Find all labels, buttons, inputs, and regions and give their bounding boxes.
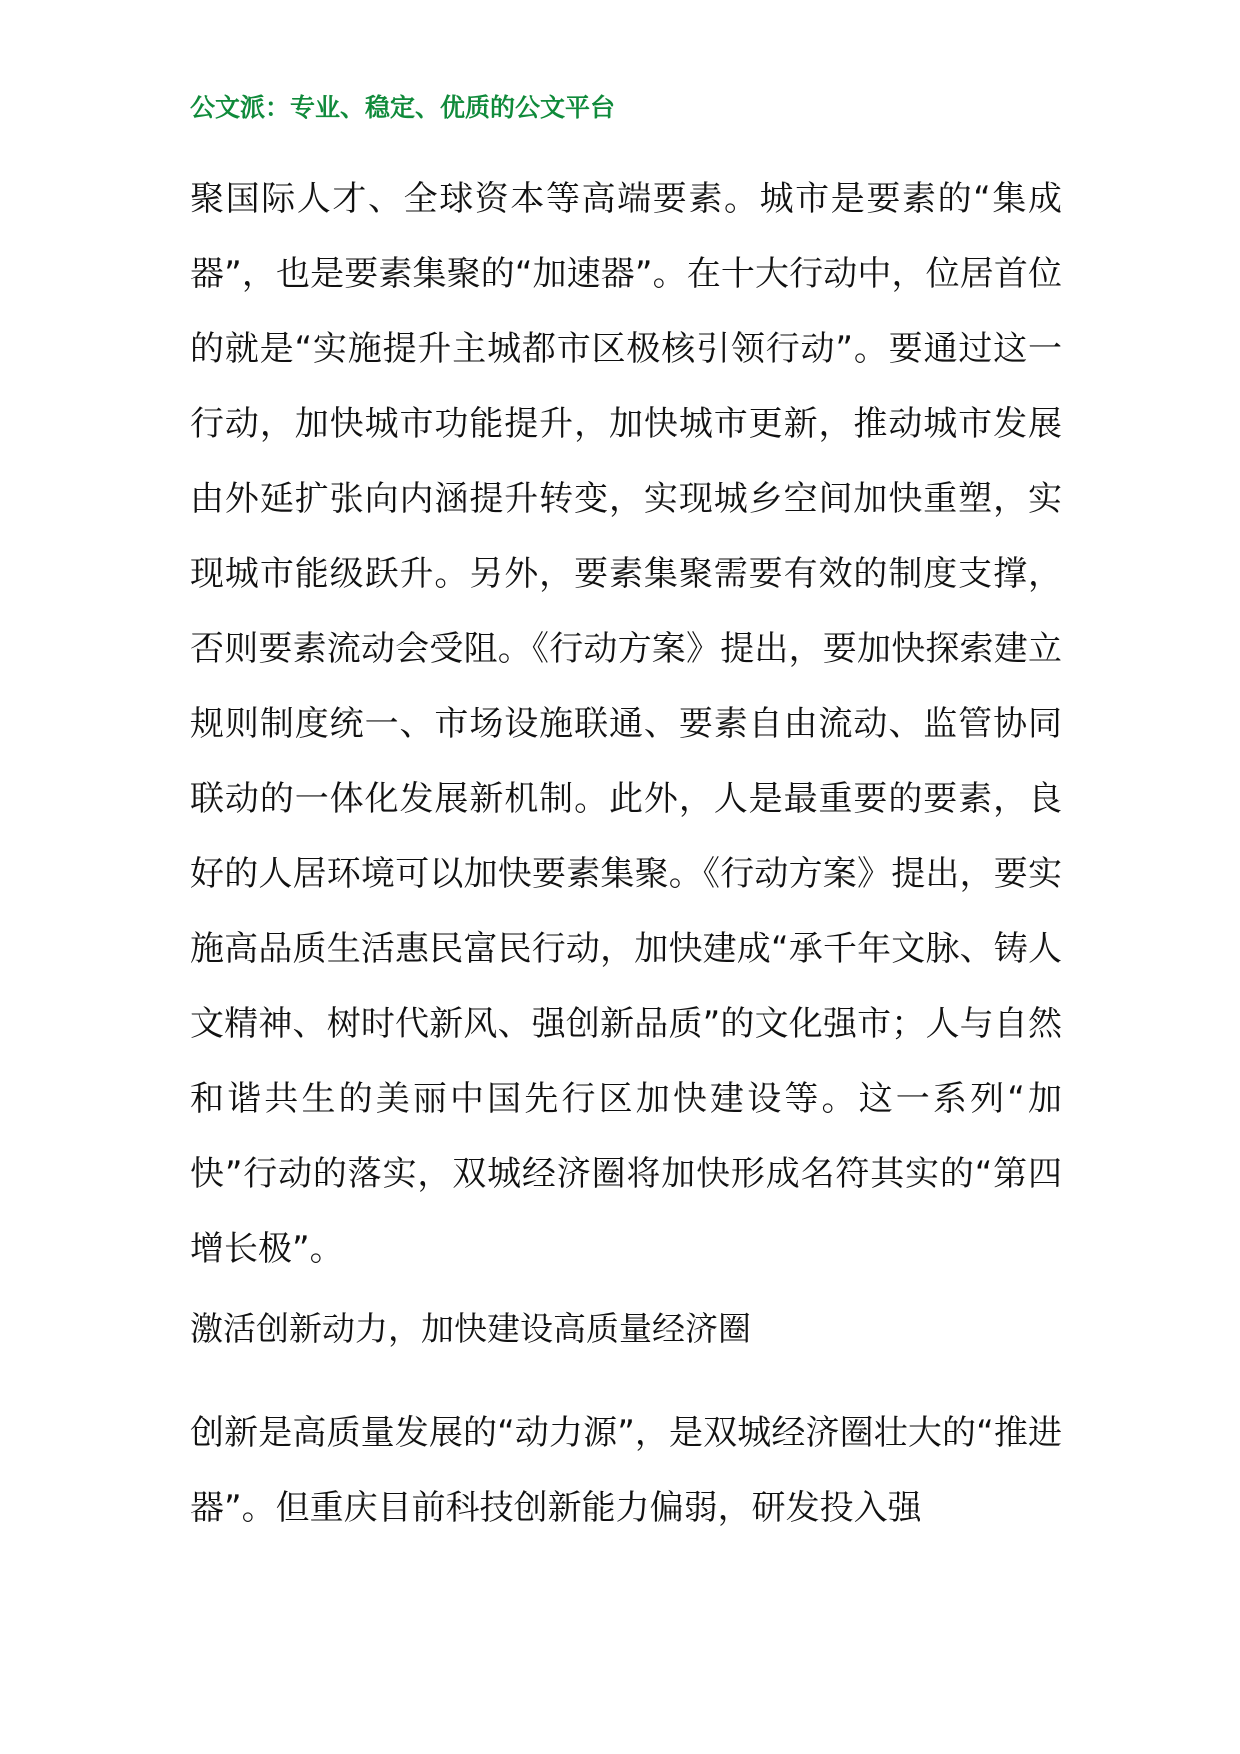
body-paragraph: 聚国际人才、全球资本等高端要素。城市是要素的“集成器”，也是要素集聚的“加速器”。在十大行动中，位居首位的就是“实施提升主城都市区极核引领行动”。要通过这一行动，加快城市功能提升，加快城市更新，推动城市发展由外延扩张向内涵提升转变，实现城乡空间加快重塑，实现城市能级跃升。另外，要素集聚需要有效的制度支撑，否则要素流动会受阻。《行动方案》提出，要加快探索建立规则制度统一、市场设施联通、要素自由流动、监管协同联动的一体化发展新机制。此外，人是最重要的要素，良好的人居环境可以加快要素集聚。《行动方案》提出，要实施高品质生活惠民富民行动，加快建成“承千年文脉、铸人文精神、树时代新风、强创新品质”的文化强市；人与自然和谐共生的美丽中国先行区加快建设等。这一系列“加快”行动的落实，双城经济圈将加快形成名符其实的“第四增长极”。	[190, 179, 1062, 1269]
section-heading: 激活创新动力，加快建设高质量经济圈	[190, 1309, 751, 1348]
body-paragraph: 创新是高质量发展的“动力源”，是双城经济圈壮大的“推进器”。但重庆目前科技创新能力偏弱，研发投入强	[190, 1413, 1062, 1528]
header-banner: 公文派：专业、稳定、优质的公文平台	[190, 93, 616, 122]
